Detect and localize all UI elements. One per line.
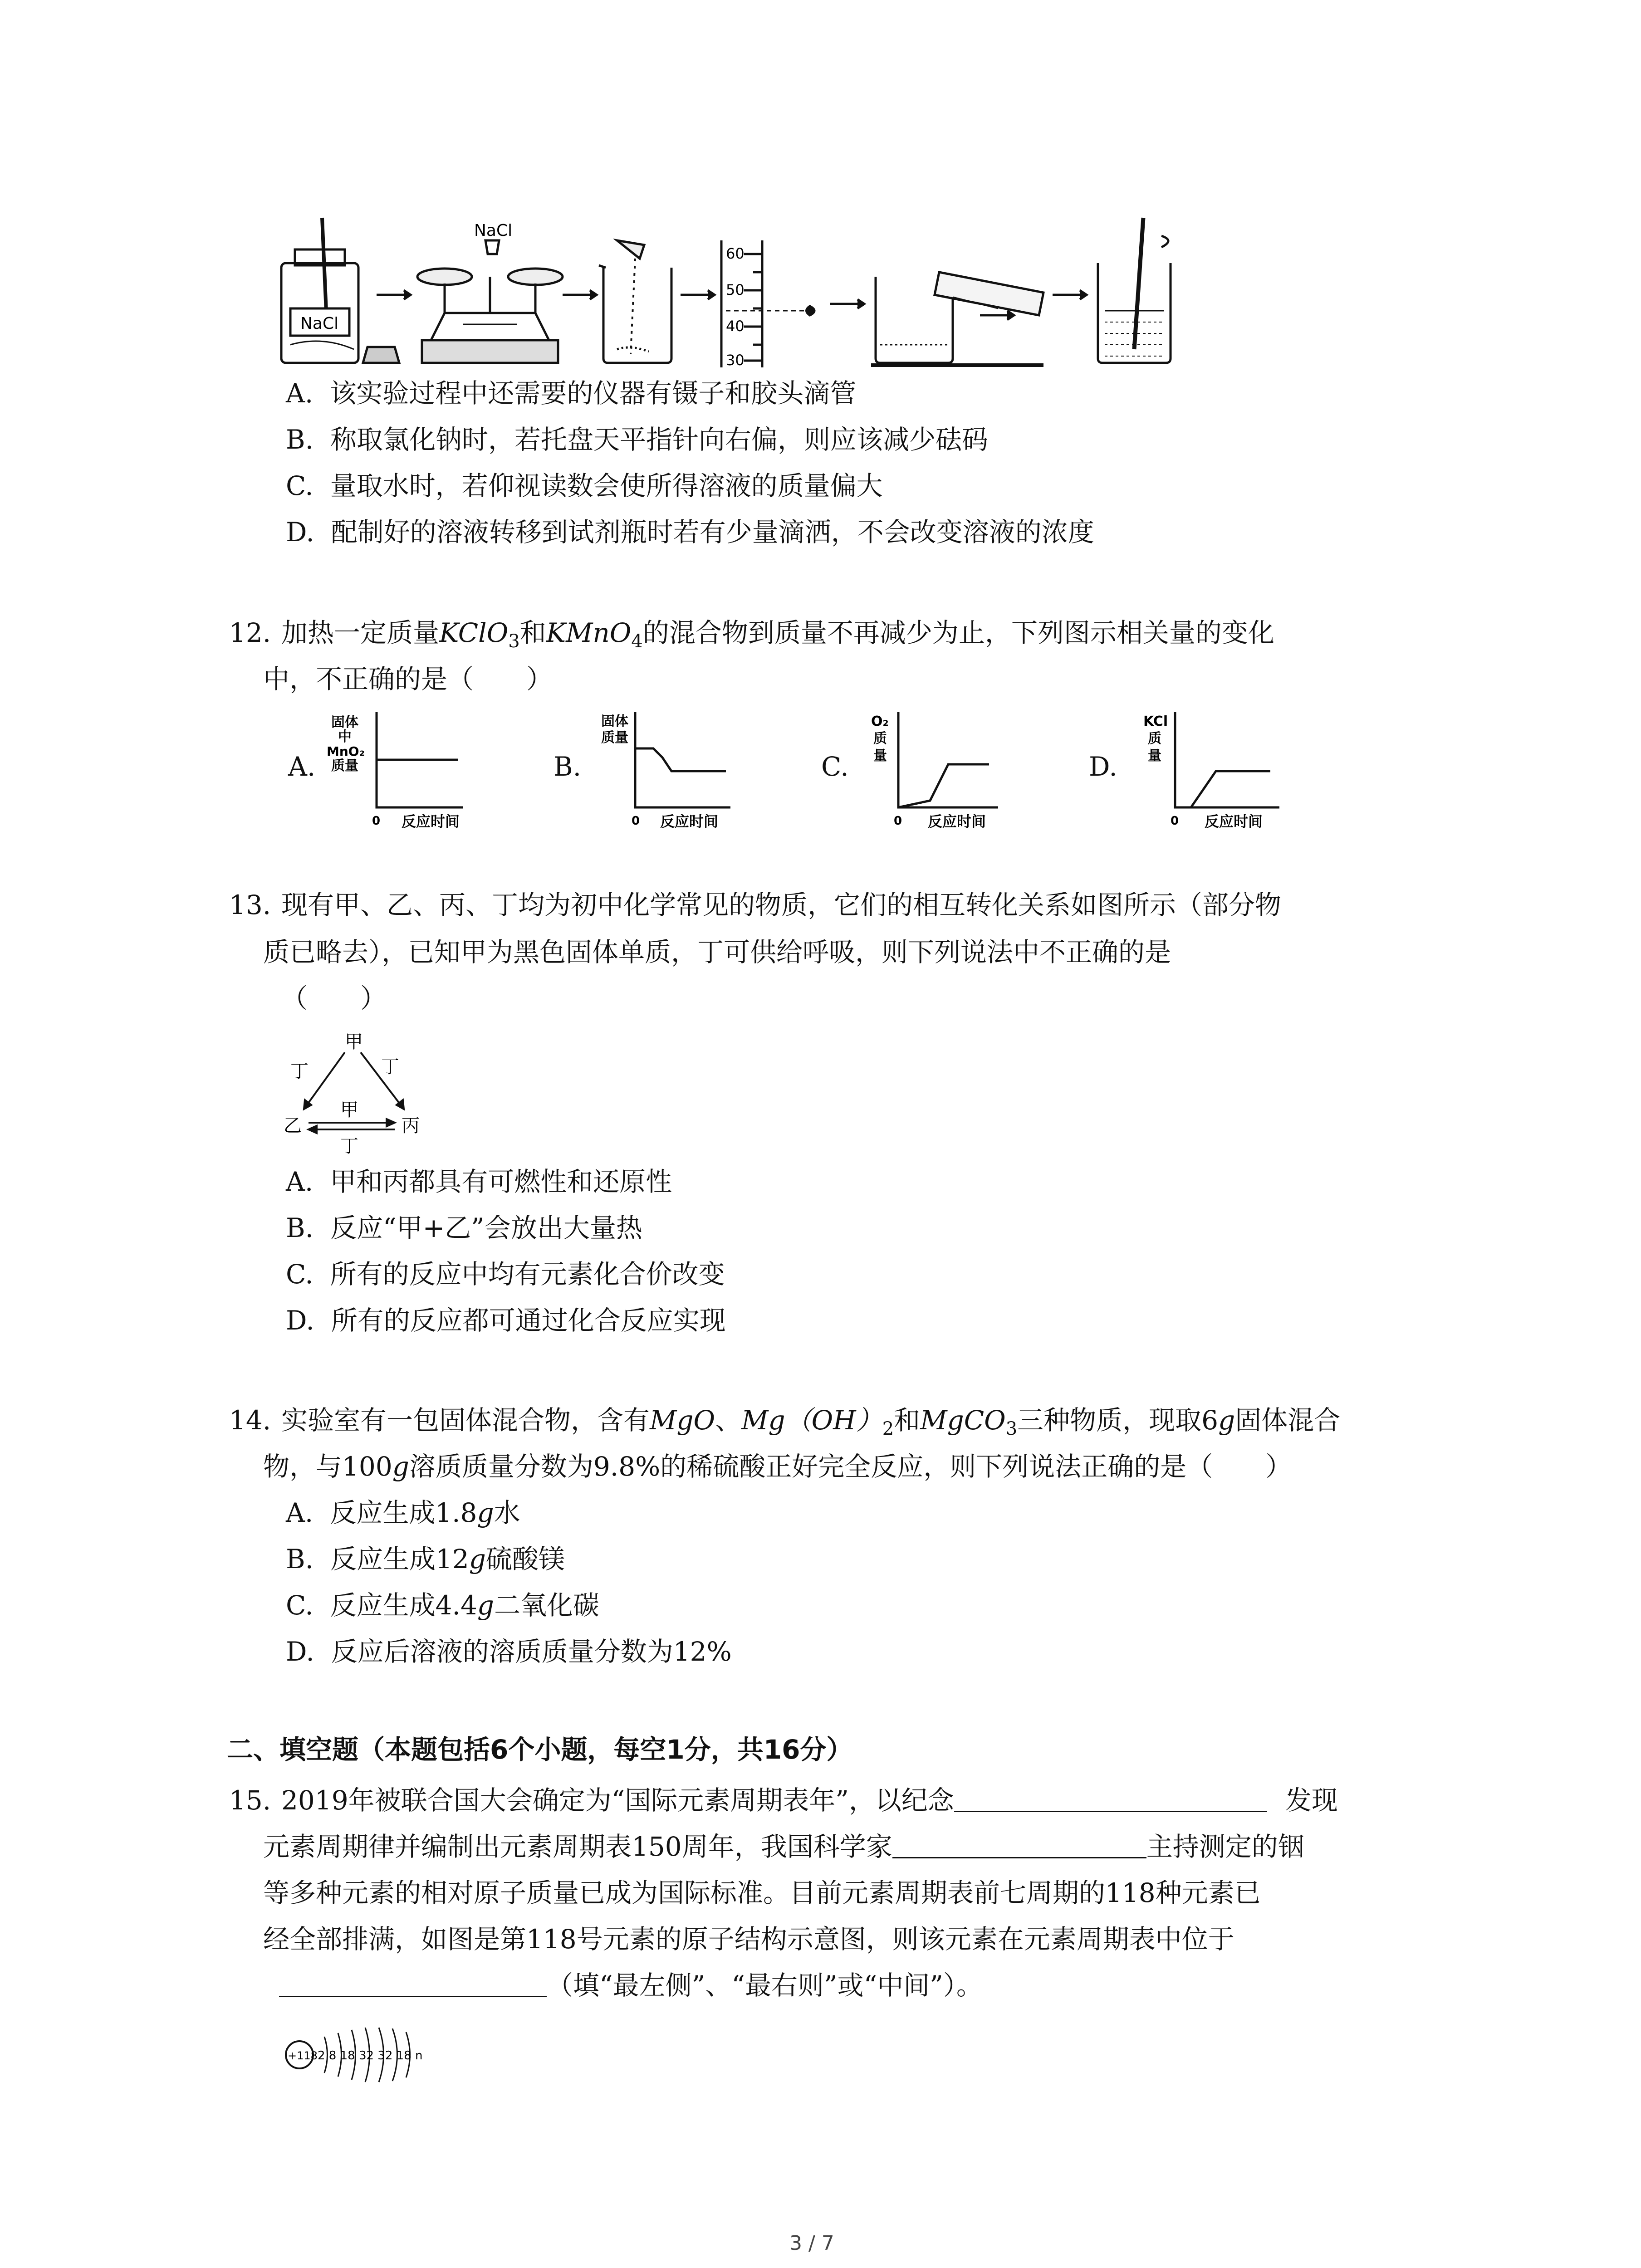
q11-option-c: C. 量取水时，若仰视读数会使所得溶液的质量偏大 bbox=[286, 470, 883, 501]
right-arrow-label: 丁 bbox=[381, 1056, 399, 1077]
nucleus-charge: +118 bbox=[288, 2049, 318, 2062]
left-arrow-label: 丁 bbox=[290, 1061, 309, 1082]
node-bing: 丙 bbox=[402, 1115, 420, 1136]
q14-stem-line2: 物，与100g溶质质量分数为9.8%的稀硫酸正好完全反应，则下列说法正确的是（ ） bbox=[263, 1451, 1292, 1482]
svg-text:O₂: O₂ bbox=[871, 714, 889, 729]
q14-option-b: B. 反应生成12g硫酸镁 bbox=[286, 1544, 565, 1574]
svg-text:固体: 固体 bbox=[331, 714, 358, 730]
q15-line4: 经全部排满，如图是第118号元素的原子结构示意图，则该元素在元素周期表中位于 bbox=[263, 1924, 1234, 1955]
q11-option-b: B. 称取氯化钠时，若托盘天平指针向右偏，则应该减少砝码 bbox=[286, 424, 988, 455]
q13-transform-diagram bbox=[281, 1030, 445, 1166]
node-yi: 乙 bbox=[284, 1115, 302, 1136]
q12-graph-b bbox=[599, 708, 744, 830]
q11-option-a: A. 该实验过程中还需要的仪器有镊子和胶头滴管 bbox=[286, 378, 857, 409]
reagent-jar bbox=[281, 218, 358, 363]
q13-option-a: A. 甲和丙都具有可燃性和还原性 bbox=[286, 1166, 672, 1197]
q13-stem-line3: （ ） bbox=[281, 983, 387, 1014]
q12-stem-line2: 中，不正确的是（ ） bbox=[263, 664, 553, 694]
balance bbox=[417, 240, 563, 363]
q13-option-d: D. 所有的反应都可通过化合反应实现 bbox=[286, 1305, 726, 1336]
q13-option-c: C. 所有的反应中均有元素化合价改变 bbox=[286, 1259, 725, 1290]
q13-stem-line1: 现有甲、乙、丙、丁均为初中化学常见的物质，它们的相互转化关系如图所示（部分物 bbox=[281, 890, 1282, 920]
q14-number: 14. bbox=[229, 1405, 271, 1436]
cylinder-mark-30: 30 bbox=[726, 352, 745, 369]
q14-option-d: D. 反应后溶液的溶质质量分数为12% bbox=[286, 1636, 732, 1667]
cylinder-mark-60: 60 bbox=[726, 245, 745, 262]
mid-top-label: 甲 bbox=[340, 1100, 358, 1120]
q12-graph-d bbox=[1134, 708, 1288, 830]
beaker-dissolving bbox=[599, 240, 671, 363]
q12-graph-c-letter: C. bbox=[821, 751, 849, 782]
svg-text:0: 0 bbox=[1171, 814, 1179, 828]
q12-number: 12. bbox=[229, 617, 271, 648]
svg-text:反应时间: 反应时间 bbox=[928, 813, 986, 830]
q14-option-a: A. 反应生成1.8g水 bbox=[286, 1497, 520, 1528]
atom-structure-diagram bbox=[281, 2023, 472, 2087]
solution-preparation-figure bbox=[272, 213, 1429, 376]
nacl-jar-label: NaCl bbox=[300, 314, 339, 333]
q12-graph-a-letter: A. bbox=[288, 751, 316, 782]
q11-option-d: D. 配制好的溶液转移到试剂瓶时若有少量滴洒，不会改变溶液的浓度 bbox=[286, 517, 1094, 547]
q12-graph-c bbox=[862, 708, 1012, 830]
q15-line3: 等多种元素的相对原子质量已成为国际标准。目前元素周期表前七周期的118种元素已 bbox=[263, 1877, 1261, 1908]
nacl-balance-label: NaCl bbox=[474, 221, 513, 240]
q12-graph-a bbox=[327, 708, 472, 830]
q12-graph-d-letter: D. bbox=[1089, 751, 1117, 782]
q15-line1: 2019年被联合国大会确定为“国际元素周期表年”，以纪念 发现 bbox=[281, 1785, 1338, 1816]
pouring-water bbox=[871, 272, 1043, 365]
svg-text:反应时间: 反应时间 bbox=[402, 813, 460, 830]
q12-stem-line1: 加热一定质量KClO$_3$和KMnO$_4$的混合物到质量不再减少为止，下列图示相关量的变化 bbox=[281, 617, 1274, 652]
page-number: 3 / 7 bbox=[789, 2232, 834, 2255]
q15-blank-1[interactable] bbox=[954, 1784, 1267, 1812]
q15-number: 15. bbox=[229, 1785, 271, 1816]
svg-text:KCl: KCl bbox=[1143, 714, 1168, 729]
cylinder-mark-40: 40 bbox=[726, 318, 745, 335]
svg-text:量: 量 bbox=[873, 748, 887, 764]
q15-line2: 元素周期律并编制出元素周期表150周年，我国科学家 主持测定的铟 bbox=[263, 1831, 1304, 1862]
q14-stem-line1: 实验室有一包固体混合物，含有MgO、$Mg(OH)_2$和MgCO$_3$三种物质，现取6g固体混合 bbox=[281, 1405, 1341, 1439]
svg-text:反应时间: 反应时间 bbox=[660, 813, 719, 830]
svg-text:0: 0 bbox=[372, 814, 381, 828]
electron-counts: 2 8 18 32 32 18 n bbox=[318, 2049, 423, 2063]
q14-option-c: C. 反应生成4.4g二氧化碳 bbox=[286, 1590, 600, 1621]
q13-number: 13. bbox=[229, 890, 271, 920]
svg-text:量: 量 bbox=[1148, 748, 1161, 764]
q12-graph-b-letter: B. bbox=[554, 751, 582, 782]
svg-text:质量: 质量 bbox=[331, 758, 358, 774]
svg-text:0: 0 bbox=[894, 814, 902, 828]
q13-stem-line2: 质已略去），已知甲为黑色固体单质，丁可供给呼吸，则下列说法中不正确的是 bbox=[263, 937, 1171, 968]
svg-text:中: 中 bbox=[338, 729, 352, 745]
svg-text:反应时间: 反应时间 bbox=[1205, 813, 1263, 830]
beaker-stirring bbox=[1098, 218, 1171, 363]
q15-blank-3[interactable] bbox=[279, 1970, 547, 1997]
cylinder-mark-50: 50 bbox=[726, 281, 745, 298]
q15-line5: （填“最左侧”、“最右则”或“中间”）。 bbox=[279, 1970, 983, 2001]
mid-bottom-label: 丁 bbox=[340, 1136, 358, 1157]
node-jia: 甲 bbox=[345, 1031, 363, 1052]
svg-text:固体: 固体 bbox=[601, 714, 628, 729]
section-title: 二、填空题（本题包括6个小题，每空1分，共16分） bbox=[227, 1734, 853, 1765]
svg-text:MnO₂: MnO₂ bbox=[327, 744, 365, 759]
svg-text:质: 质 bbox=[1148, 731, 1161, 747]
svg-text:0: 0 bbox=[632, 814, 640, 828]
q13-option-b: B. 反应“甲+乙”会放出大量热 bbox=[286, 1212, 642, 1243]
svg-text:质量: 质量 bbox=[601, 730, 628, 746]
svg-text:质: 质 bbox=[873, 731, 887, 747]
q15-blank-2[interactable] bbox=[892, 1831, 1146, 1858]
